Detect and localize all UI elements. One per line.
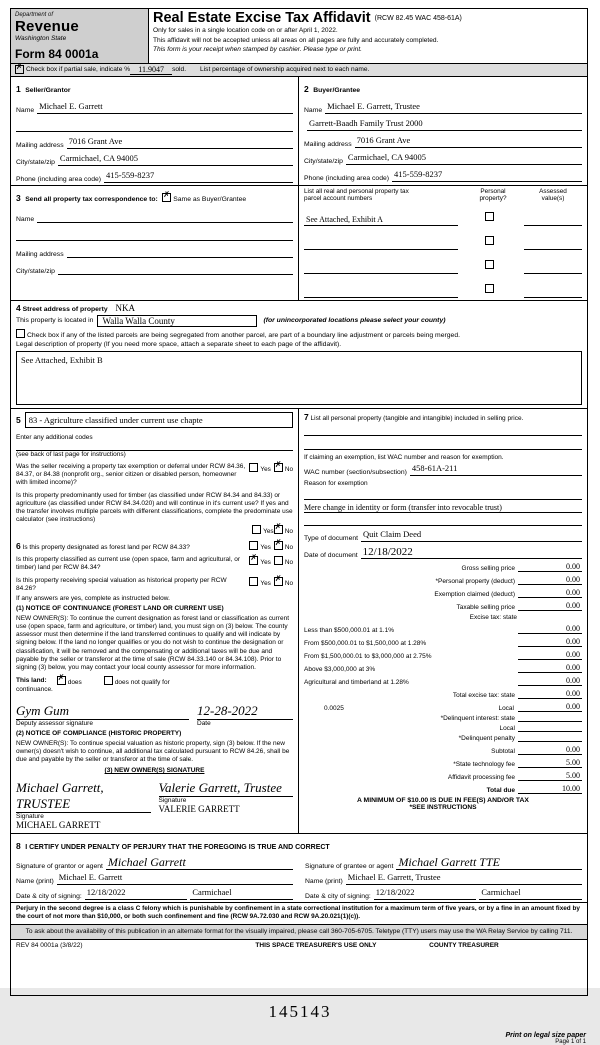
continuance-label: continuance. — [16, 685, 53, 693]
header-note-2: This affidavit will not be accepted unless all areas on all pages are fully and accurately completed. — [153, 36, 439, 44]
section-5-question-1 — [16, 463, 293, 487]
additional-codes-field[interactable] — [16, 441, 293, 451]
buyer-name-field[interactable]: Michael E. Garrett, Trustee — [325, 102, 582, 114]
corr-mailing-label: Mailing address — [16, 250, 64, 258]
personal-property-line-2[interactable] — [304, 436, 582, 450]
personal-property-checkbox[interactable] — [458, 280, 520, 298]
parcel-number-field[interactable] — [304, 239, 458, 250]
deputy-assessor-date-label: Date — [197, 719, 211, 727]
section-4-number: 4 — [16, 302, 21, 313]
parcel-col-label-1: List all real and personal property tax — [304, 187, 409, 195]
corr-citystatezip-label: City/state/zip — [16, 267, 55, 275]
q6-2-answer[interactable]: ✗Yes No — [246, 556, 293, 567]
buyer-phone-label: Phone (including area code) — [304, 174, 390, 182]
section-6-number: 6 — [16, 540, 21, 551]
located-in-label: This property is located in — [16, 317, 94, 325]
title-block — [149, 9, 587, 63]
parcel-table — [299, 186, 587, 300]
accessibility-text: To ask about the availability of this publication in an alternate format for the visually impaired, please call 360-705-6705. Teletype (TTY) users may use the WA Relay Service by calling 711. — [25, 927, 573, 935]
q6-1-no-checkbox[interactable] — [274, 541, 283, 550]
seller-mailing-label: Mailing address — [16, 141, 64, 149]
tax-line-label: Taxable selling price — [456, 604, 515, 612]
q6-2-yes-checkbox[interactable] — [249, 556, 258, 565]
document-type-label: Type of document — [304, 534, 359, 542]
grantor-city-field[interactable]: Carmichael — [190, 888, 293, 900]
affidavit-form — [10, 8, 588, 996]
section-7-tax — [299, 409, 587, 834]
buyer-phone-field[interactable]: 415-559-8237 — [392, 170, 582, 182]
tax-line-label: Agricultural and timberland at 1.28% — [304, 679, 409, 687]
tax-line-value[interactable]: 0.00 — [518, 637, 582, 647]
assessed-value-field[interactable] — [524, 239, 582, 250]
q6-3-answer[interactable]: Yes ✗ No — [246, 577, 293, 588]
tax-line-label: *State technology fee — [453, 761, 515, 769]
grantee-certification — [299, 856, 582, 900]
tax-line-value[interactable]: 0.00 — [518, 663, 582, 673]
parcel-table-header — [304, 188, 582, 202]
section-8-heading: I CERTIFY UNDER PENALTY OF PERJURY THAT THE FOREGOING IS TRUE AND CORRECT — [25, 844, 330, 852]
page-title — [153, 11, 583, 26]
reason-exemption-line-1[interactable] — [304, 487, 582, 500]
section-1-number: 1 — [16, 83, 21, 94]
tax-line-label: Total excise tax: state — [452, 692, 515, 700]
tax-line — [304, 663, 582, 673]
land-does-not-qualify-checkbox[interactable] — [104, 676, 113, 685]
header-note-1: Only for sales in a single location code on or after April 1, 2022. — [153, 27, 338, 35]
seller-citystatezip-label: City/state/zip — [16, 158, 55, 166]
tax-line-label: From $500,000.01 to $1,500,000 at 1.28% — [304, 640, 427, 648]
document-date-field[interactable]: 12/18/2022 — [361, 547, 582, 560]
parcel-col-label-2: parcel account numbers — [304, 194, 373, 202]
q6-1-yes-checkbox[interactable] — [249, 541, 258, 550]
land-does-not-label: does not qualify for — [114, 678, 170, 686]
section-3-heading: Send all property tax correspondence to: — [25, 195, 158, 203]
seller-name-line-2[interactable] — [16, 120, 293, 132]
tax-line-label: Less than $500,000.01 at 1.1% — [304, 627, 394, 635]
new-owner-name-1: MICHAEL GARRETT — [16, 820, 101, 831]
see-instructions-note: *SEE INSTRUCTIONS — [409, 804, 477, 812]
tax-line — [304, 637, 582, 647]
grantor-signature-label: Signature of grantor or agent — [16, 862, 103, 870]
county-field[interactable]: Walla Walla County — [97, 315, 257, 327]
section-2-heading: Buyer/Grantee — [313, 86, 361, 94]
tax-line-label: Affidavit processing fee — [447, 774, 515, 782]
tax-line-label: Exemption claimed (deduct) — [434, 591, 515, 599]
assessed-col-label-1: Assessed — [539, 187, 567, 195]
page-number: Page 1 of 1 — [555, 1039, 586, 1045]
legal-description-field[interactable]: See Attached, Exhibit B — [16, 351, 582, 405]
seller-name-label: Name — [16, 106, 35, 114]
table-row — [304, 280, 582, 298]
q5-2-no-checkbox[interactable] — [274, 525, 283, 534]
seller-mailing-field[interactable]: 7016 Grant Ave — [67, 137, 293, 149]
tax-line-local — [304, 702, 582, 712]
tax-line-label: *Delinquent penalty — [458, 735, 515, 743]
section-6-question-2 — [16, 556, 293, 572]
buyer-mailing-field[interactable]: 7016 Grant Ave — [355, 136, 582, 148]
q5-2-text: Is this property predominantly used for timber (as classified under RCW 84.34 and 84.33) or agriculture (as classified under RCW 84.34.020) and will continue in it's current use? If yes and the transfer involves multiple parcels with different classifications, complete the predominate use calculator (see instructions) — [16, 491, 293, 524]
tax-line-value[interactable] — [518, 731, 582, 732]
section-1-heading: Seller/Grantor — [25, 86, 71, 94]
section-6-question-3 — [16, 577, 293, 593]
section-5-question-2 — [16, 492, 293, 537]
tax-line-value[interactable]: 0.00 — [518, 689, 582, 699]
tax-line-value[interactable]: 5.00 — [518, 771, 582, 781]
deputy-assessor-signature-label: Deputy assessor signature — [16, 719, 93, 727]
section-1-seller — [11, 77, 299, 185]
personal-property-checkbox[interactable] — [458, 256, 520, 274]
section-2-number: 2 — [304, 83, 309, 94]
same-as-buyer-checkbox[interactable] — [162, 193, 171, 202]
personal-property-line-1[interactable] — [304, 422, 582, 436]
section-7-heading: List all personal property (tangible and intangible) included in selling price. — [310, 414, 524, 422]
notice-3-title: (3) NEW OWNER(S) SIGNATURE — [104, 767, 205, 775]
tax-line — [304, 689, 582, 699]
tax-line — [304, 725, 582, 732]
tax-line-value[interactable]: 5.00 — [518, 758, 582, 768]
department-label: Department of — [15, 12, 54, 18]
grantee-signature-label: Signature of grantee or agent — [305, 862, 394, 870]
partial-sale-checkbox[interactable] — [15, 65, 24, 74]
q6-3-text: Is this property receiving special valuation as historical property per RCW 84.26? — [16, 576, 227, 592]
new-owner-signature-1[interactable]: Michael Garrett, TRUSTEE — [16, 780, 104, 812]
agency-name: Revenue — [15, 17, 79, 35]
section-5-use-code — [11, 409, 299, 834]
personal-property-checkbox[interactable] — [458, 208, 520, 226]
grantor-date-label: Date & city of signing: — [16, 892, 82, 900]
assessed-col-label — [524, 188, 582, 202]
q6-1-text: Is this property designated as forest land per RCW 84.33? — [22, 543, 190, 551]
tax-line — [304, 745, 582, 755]
personal-col-label-1: Personal — [480, 187, 506, 195]
parcel-number-field[interactable]: See Attached, Exhibit A — [304, 215, 458, 226]
personal-col-label-2: property? — [479, 194, 507, 202]
correspondence-parcels-section — [11, 185, 587, 300]
wac-number-field[interactable]: 458-61A-211 — [410, 464, 582, 476]
section-7-number: 7 — [304, 411, 309, 422]
grantor-name-label: Name (print) — [16, 877, 54, 885]
notice-2-body: NEW OWNER(S): To continue special valuation as historic property, sign (3) below. If the new owner(s) doesn't wish to continue, all additional tax calculated pursuant to RCW 84.26, shall be due and payable by the seller or transferor at the time of sale. — [16, 739, 290, 764]
q5-1-text: Was the seller receiving a property tax exemption or deferral under RCW 84.36, 84.37, or 84.38 (nonprofit org., senior citizen or disabled person, homeowner with limited income)? — [16, 462, 246, 486]
treasurer-use-space — [11, 951, 587, 995]
tax-line — [304, 624, 582, 634]
exemption-note: If claiming an exemption, list WAC number and reason for exemption. — [304, 453, 504, 461]
corr-citystatezip-field[interactable] — [58, 263, 293, 275]
county-treasurer-label: COUNTY TREASURER — [429, 942, 499, 950]
parcel-number-field[interactable] — [304, 287, 458, 298]
land-does-qualify-checkbox[interactable] — [57, 676, 66, 685]
local-rate-value: 0.0025 — [324, 705, 344, 713]
tax-line-value[interactable]: 0.00 — [518, 624, 582, 634]
tax-line-value[interactable]: 0.00 — [518, 676, 582, 686]
tax-line — [304, 715, 582, 722]
q5-1-no-checkbox[interactable] — [274, 463, 283, 472]
grantor-name-field[interactable]: Michael E. Garrett — [57, 873, 293, 885]
agency-block — [11, 9, 149, 63]
q5-2-answer[interactable]: Yes ✗ No — [16, 525, 293, 536]
street-address-label: Street address of property — [22, 305, 108, 313]
seller-name-field[interactable]: Michael E. Garrett — [37, 102, 293, 114]
personal-col-label — [462, 188, 524, 202]
reason-exemption-label: Reason for exemption — [304, 479, 368, 487]
q6-3-no-checkbox[interactable] — [274, 577, 283, 586]
section-2-buyer — [299, 77, 587, 185]
grantor-signature-field[interactable]: Michael Garrett — [106, 856, 293, 870]
tax-line — [304, 771, 582, 781]
see-back-note: (see back of last page for instructions) — [16, 450, 126, 458]
buyer-name-field-2[interactable]: Garrett-Baadh Family Trust 2000 — [307, 119, 582, 131]
assessed-col-label-2: value(s) — [541, 194, 565, 202]
section-3-number: 3 — [16, 192, 21, 203]
q5-1-answer[interactable]: Yes ✗ No — [246, 463, 293, 474]
land-use-code-field[interactable]: 83 - Agriculture classified under current use chapte — [25, 412, 293, 428]
grantor-certification — [16, 856, 299, 900]
assessed-value-field[interactable] — [524, 215, 582, 226]
state-label: Washington State — [15, 34, 67, 42]
section-8-certification — [11, 833, 587, 902]
assessed-value-field[interactable] — [524, 263, 582, 274]
new-owner-name-2: VALERIE GARRETT — [158, 804, 240, 815]
section-3-correspondence — [11, 186, 299, 300]
tax-line — [304, 562, 582, 572]
corr-mailing-field[interactable] — [67, 246, 293, 258]
assessed-value-field[interactable] — [524, 287, 582, 298]
header-note-3: This form is your receipt when stamped by cashier. Please type or print. — [153, 46, 363, 54]
deputy-assessor-date-value[interactable]: 12-28-2022 — [197, 702, 258, 718]
legal-description-label: Legal description of property (If you need more space, attach a separate sheet to each page of the affidavit). — [16, 340, 342, 348]
tax-line — [304, 676, 582, 686]
q6-3-yes-checkbox[interactable] — [249, 577, 258, 586]
q5-1-yes-checkbox[interactable] — [249, 463, 258, 472]
grantee-date-label: Date & city of signing: — [305, 892, 371, 900]
tax-line — [304, 650, 582, 660]
form-number: Form 84 0001a — [15, 46, 99, 61]
segregated-checkbox[interactable] — [16, 329, 25, 338]
stamp-number: 145143 — [268, 1002, 332, 1022]
q6-2-no-checkbox[interactable] — [274, 556, 283, 565]
grantee-name-label: Name (print) — [305, 877, 343, 885]
section-4-property — [11, 300, 587, 408]
tax-line-value[interactable] — [518, 741, 582, 742]
tax-line-label: Local — [498, 705, 514, 713]
table-row — [304, 232, 582, 250]
treasurer-space-label: THIS SPACE TREASURER'S USE ONLY — [255, 942, 377, 950]
section-5-number: 5 — [16, 414, 21, 425]
footer-revision: REV 84 0001a (3/8/22) — [16, 942, 83, 950]
tax-line-value[interactable]: 0.00 — [518, 575, 582, 585]
reason-exemption-line-3[interactable] — [304, 513, 582, 526]
located-note: (for unincorporated locations please select your county) — [263, 317, 446, 325]
perjury-notice — [11, 902, 587, 924]
section-8-number: 8 — [16, 841, 21, 852]
section-5-7-row — [11, 408, 587, 834]
q6-2-text: Is this property classified as current use (open space, farm and agricultural, or timber) land per RCW 84.34? — [16, 555, 240, 571]
personal-property-checkbox[interactable] — [458, 232, 520, 250]
partial-note: List percentage of ownership acquired next to each name. — [200, 66, 370, 74]
form-footer — [11, 940, 587, 951]
seller-phone-field[interactable]: 415-559-8237 — [104, 171, 293, 183]
tax-line — [304, 758, 582, 768]
tax-line — [304, 735, 582, 742]
notice-2-title: (2) NOTICE OF COMPLIANCE (HISTORIC PROPERTY) — [16, 729, 182, 737]
signature-label-1: Signature — [16, 813, 44, 821]
tax-line — [304, 588, 582, 598]
tax-line — [304, 784, 582, 794]
tax-line-value[interactable]: 0.00 — [518, 562, 582, 572]
same-as-buyer-label: Same as Buyer/Grantee — [173, 195, 247, 203]
tax-line — [304, 575, 582, 585]
form-header — [11, 9, 587, 64]
rcw-reference: (RCW 82.45 WAC 458-61A) — [374, 15, 462, 22]
tax-line — [304, 614, 582, 621]
tax-line-value[interactable]: 0.00 — [518, 702, 582, 712]
signature-label-2: Signature — [158, 797, 187, 805]
buyer-citystatezip-field[interactable]: Carmichael, CA 94005 — [346, 153, 582, 165]
tax-line-label: Above $3,000,000 at 3% — [304, 666, 376, 674]
tax-line-value[interactable]: 0.00 — [518, 650, 582, 660]
tax-line-label: *Personal property (deduct) — [435, 578, 515, 586]
grantee-signature-field[interactable]: Michael Garrett TTE — [396, 856, 582, 870]
tax-line-label: Local — [499, 725, 515, 733]
notice-1-title: (1) NOTICE OF CONTINUANCE (FOREST LAND OR CURRENT USE) — [16, 605, 224, 613]
tax-line-label: *Delinquent interest: state — [440, 715, 515, 723]
tax-line-label: Excise tax: state — [469, 614, 517, 622]
seller-buyer-section — [11, 77, 587, 185]
buyer-mailing-label: Mailing address — [304, 140, 352, 148]
partial-sale-bar — [11, 64, 587, 77]
partial-sold-label: sold. — [172, 66, 187, 74]
grantee-city-field[interactable]: Carmichael — [479, 888, 582, 900]
tax-line-value[interactable]: 10.00 — [518, 784, 582, 794]
segregated-note: Check box if any of the listed parcels are being segregated from another parcel, are part of a boundary line adjustment or parcels being merged. — [27, 331, 460, 339]
grantee-date-field[interactable]: 12/18/2022 — [374, 888, 477, 900]
notice-1-body: NEW OWNER(S): To continue the current designation as forest land or classification as current use (open space, farm and agriculture, or timber) land, you must sign on (3) below. The county assessor must then determine if the land transferred continues to qualify and will indicate by signing below. If the land no longer qualifies or you do not wish to continue the designation or classification, it will be removed and the compensating or additional taxes will be due and payable by the seller or transferor at the time of sale (RCW 84.33.140 or 84.34.108). Prior to signing (3) below, you may contact your local county assessor for more information. — [16, 615, 289, 671]
street-address-field[interactable]: NKA — [115, 302, 135, 313]
tax-line-value[interactable]: 0.00 — [518, 745, 582, 755]
reason-exemption-field[interactable]: Mere change in identity or form (transfer into revocable trust) — [304, 503, 582, 513]
print-note: Print on legal size paper — [505, 1032, 586, 1040]
q6-1-answer[interactable]: Yes ✗ No — [246, 541, 293, 551]
new-owner-signature-2[interactable]: Valerie Garrett, Trustee — [158, 780, 282, 796]
if-any-yes-note: If any answers are yes, complete as instructed below. — [16, 595, 170, 603]
tax-line-value[interactable]: 0.00 — [518, 588, 582, 598]
tax-line-label: Subtotal — [491, 748, 515, 756]
tax-line-value[interactable]: 0.00 — [518, 601, 582, 611]
minimum-due-note: A MINIMUM OF $10.00 IS DUE IN FEE(S) AND/OR TAX — [357, 797, 529, 805]
corr-name-line-2[interactable] — [16, 229, 293, 241]
buyer-citystatezip-label: City/state/zip — [304, 157, 343, 165]
tax-line-label: From $1,500,000.01 to $3,000,000 at 2.75% — [304, 653, 432, 661]
parcel-number-field[interactable] — [304, 263, 458, 274]
table-row — [304, 208, 582, 226]
section-6 — [16, 541, 293, 831]
table-row — [304, 256, 582, 274]
title-text: Real Estate Excise Tax Affidavit — [153, 10, 371, 26]
this-land-label: This land: — [16, 677, 47, 685]
wac-number-label: WAC number (section/subsection) — [304, 468, 407, 476]
document-type-field[interactable]: Quit Claim Deed — [361, 530, 582, 542]
grantor-date-field[interactable]: 12/18/2022 — [85, 888, 188, 900]
corr-name-field[interactable] — [37, 211, 293, 223]
document-date-label: Date of document — [304, 552, 358, 560]
tax-line-label: Total due — [486, 787, 515, 795]
corr-name-label: Name — [16, 215, 35, 223]
perjury-text: Perjury in the second degree is a class C felony which is punishable by confinement in a state correctional institution for a maximum term of five years, or by a fine in an amount fixed by the court of not more than $10,000, or both such confinement and fine (RCW 9A.72.030 and RCW 9A.20.021(1)(c)). — [16, 904, 580, 921]
tax-line-label: Gross selling price — [461, 565, 515, 573]
grantee-name-field[interactable]: Michael E. Garrett, Trustee — [346, 873, 582, 885]
seller-citystatezip-field[interactable]: Carmichael, CA 94005 — [58, 154, 293, 166]
additional-codes-label: Enter any additional codes — [16, 433, 93, 441]
land-does-label: does — [67, 678, 82, 686]
parcel-col-label — [304, 188, 462, 202]
deputy-assessor-signature[interactable]: Gym Gum — [16, 702, 70, 718]
buyer-name-label: Name — [304, 106, 323, 114]
seller-phone-label: Phone (including area code) — [16, 175, 102, 183]
tax-line — [304, 601, 582, 611]
partial-sale-label: Check box if partial sale, indicate % — [26, 66, 131, 74]
partial-percent-field[interactable]: 11.9047 — [130, 65, 172, 75]
tax-line-value[interactable] — [518, 721, 582, 722]
accessibility-notice — [11, 924, 587, 941]
q5-2-yes-checkbox[interactable] — [252, 525, 261, 534]
